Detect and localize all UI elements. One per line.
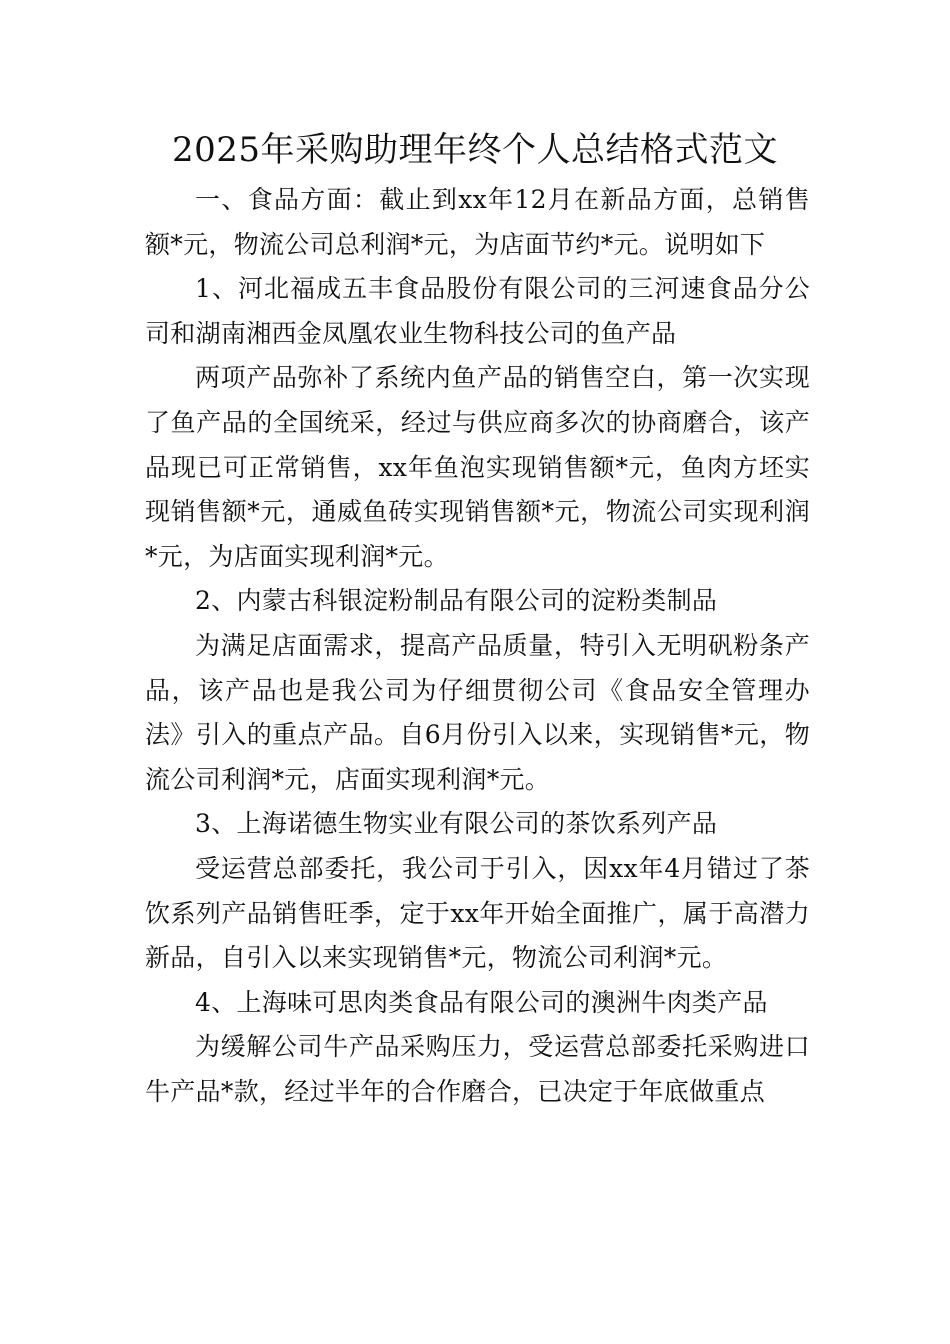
paragraph-item-2-detail: 为满足店面需求，提高产品质量，特引入无明矾粉条产品，该产品也是我公司为仔细贯彻公司《食品安全管理办法》引入的重点产品。自6月份引入以来，实现销售*元，物流公司利润*元，店面实现利润*元。 bbox=[145, 630, 810, 794]
paragraph-item-1-detail: 两项产品弥补了系统内鱼产品的销售空白，第一次实现了鱼产品的全国统采，经过与供应商多次的协商磨合，该产品现已可正常销售，xx年鱼泡实现销售额*元，鱼肉方坯实现销售额*元，通威鱼砖实现销售额*元，物流公司实现利润*元，为店面实现利润*元。 bbox=[145, 363, 810, 571]
paragraph-item-4-detail: 为缓解公司牛产品采购压力，受运营总部委托采购进口牛产品*款，经过半年的合作磨合，已决定于年底做重点 bbox=[145, 1032, 810, 1106]
paragraph-item-3-detail: 受运营总部委托，我公司于引入，因xx年4月错过了茶饮系列产品销售旺季，定于xx年开始全面推广，属于高潜力新品，自引入以来实现销售*元，物流公司利润*元。 bbox=[145, 853, 810, 973]
paragraph-item-4-heading: 4、上海味可思肉类食品有限公司的澳洲牛肉类产品 bbox=[195, 987, 768, 1017]
paragraph-item-3-heading: 3、上海诺德生物实业有限公司的茶饮系列产品 bbox=[195, 809, 718, 839]
document-body bbox=[145, 178, 810, 1114]
paragraph-item-1-heading: 1、河北福成五丰食品股份有限公司的三河速食品分公司和湖南湘西金凤凰农业生物科技公司的鱼产品 bbox=[145, 274, 810, 348]
paragraph-food-intro: 一、食品方面：截止到xx年12月在新品方面，总销售额*元，物流公司总利润*元，为店面节约*元。说明如下 bbox=[145, 185, 810, 259]
paragraph-item-2-heading: 2、内蒙古科银淀粉制品有限公司的淀粉类制品 bbox=[195, 586, 718, 616]
document-title: 2025年采购助理年终个人总结格式范文 bbox=[171, 130, 779, 170]
